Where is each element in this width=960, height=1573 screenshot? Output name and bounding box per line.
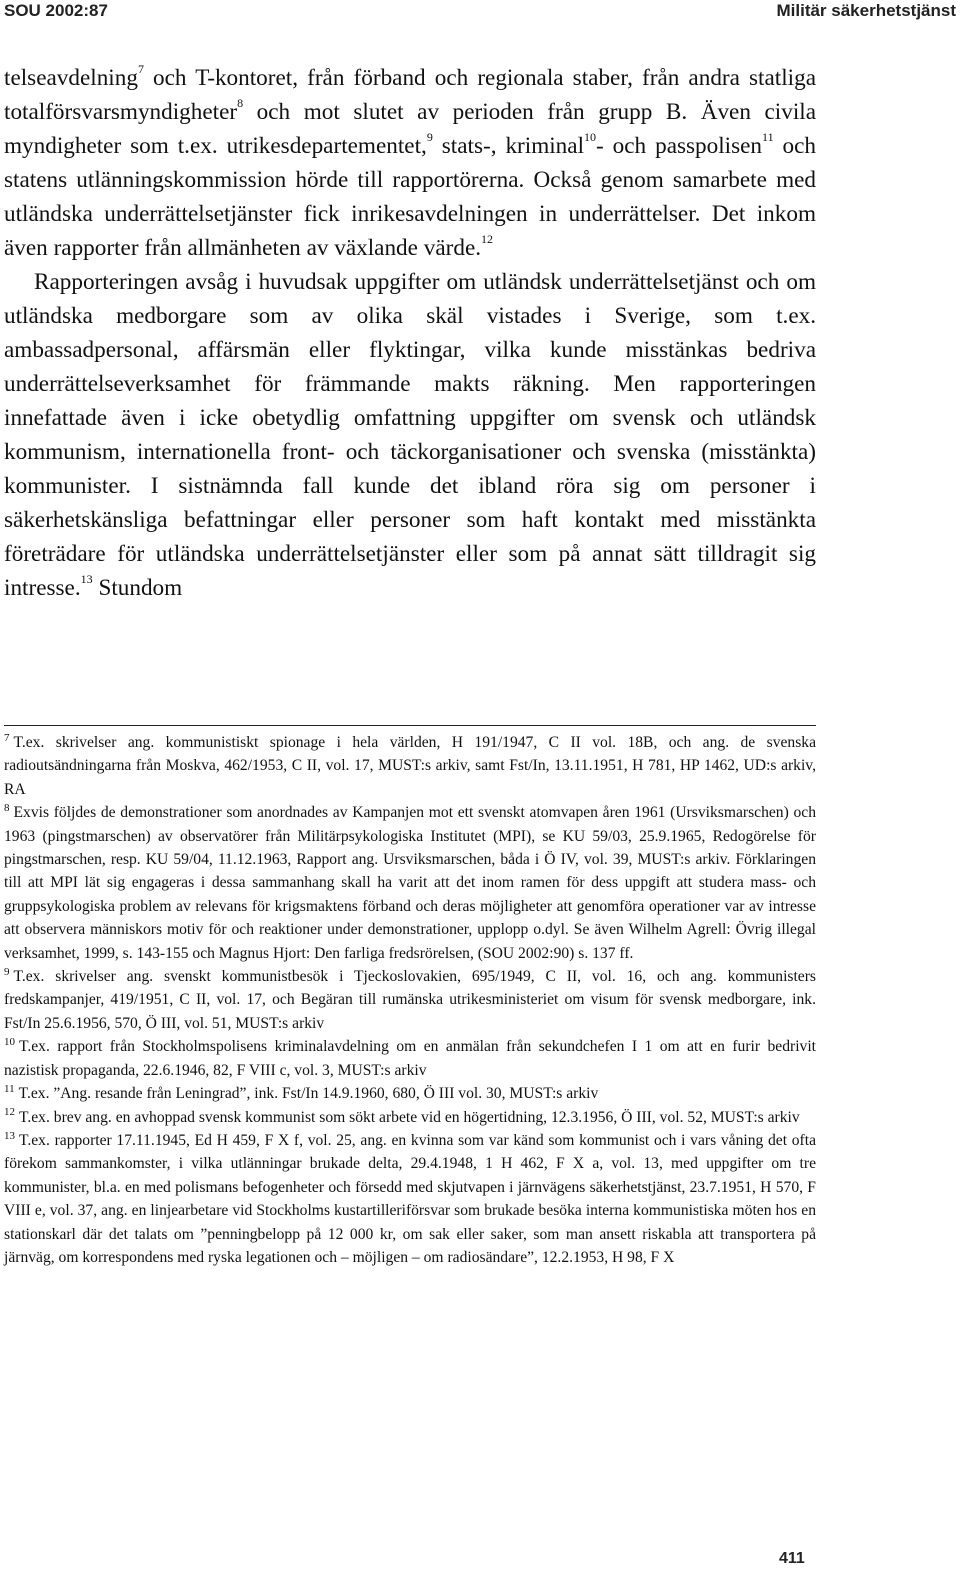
footnote-number: 7 <box>4 731 10 744</box>
footnote-text: T.ex. skrivelser ang. kommunistiskt spionage i hela världen, H 191/1947, C II vol. 18B, och ang. de svenska radioutsändningarna från Moskva, 462/1953, C II, vol. 17, MUST:s arkiv, samt Fst/In, 13.11.1951, H 781, HP 1462, UD:s arkiv, RA <box>4 734 816 798</box>
footnote-ref-12: 12 <box>481 232 494 247</box>
footnote-12 <box>4 1106 816 1129</box>
footnote-11 <box>4 1082 816 1105</box>
footnote-ref-10: 10 <box>584 130 597 145</box>
footnote-divider <box>4 725 816 726</box>
text-run: stats-, kriminal <box>432 133 585 159</box>
paragraph-2 <box>4 265 816 605</box>
footnote-ref-8: 8 <box>237 96 244 111</box>
footnote-text: T.ex. rapporter 17.11.1945, Ed H 459, F X f, vol. 25, ang. en kvinna som var känd som kommunist och i vars våning det ofta förekom sammankomster, i vilka utlänningar brukade delta, 29.4.1948, 1 H 462, F X a, vol. 13, med uppgifter om tre kommunister, bl.a. en med polismans befogenheter och försedd med skjutvapen i järnvägens säkerhetstjänst, 23.7.1951, H 570, F VIII e, vol. 37, ang. en linjearbetare vid Stockholms kustartilleriförsvar som brukade besöka interna kommunistiska möten hos en stationskarl där det talats om ”penningbelopp på 12 000 kr, om sak eller saker, som man ansett riskabla att transportera på järnväg, om korrespondens med ryska legationen och – möjligen – om radiosändare”, 12.2.1953, H 98, F X <box>4 1131 816 1266</box>
footnote-text: T.ex. skrivelser ang. svenskt kommunistbesök i Tjeckoslovakien, 695/1949, C II, vol. 16, och ang. kommunisters fredskampanjer, 419/1951, C II, vol. 17, och Begäran till rumänska utrikesministeriet om visum för svensk medborgare, ink. Fst/In 25.6.1956, 570, Ö III, vol. 51, MUST:s arkiv <box>4 968 816 1032</box>
footnote-ref-11: 11 <box>762 130 774 145</box>
text-run: och T-kontoret, från förband och regionala staber, från andra statliga totalförsvarsmyndigheter <box>4 65 816 125</box>
footnote-ref-9: 9 <box>426 130 433 145</box>
footnotes <box>4 731 816 1269</box>
text-run: Stundom <box>92 575 183 601</box>
footnote-text: T.ex. brev ang. en avhoppad svensk kommunist som sökt arbete vid en högertidning, 12.3.1956, Ö III, vol. 52, MUST:s arkiv <box>19 1108 800 1126</box>
text-run: och statens utlänningskommission hörde till rapportörerna. Också genom samarbete med utländska underrättelsetjänster fick inrikesavdelningen in underrättelser. Det inkom även rapporter från allmänheten av växlande värde. <box>4 133 816 261</box>
page-header <box>0 0 960 24</box>
footnote-text: Exvis följdes de demonstrationer som anordnades av Kampanjen mot ett svenskt atomvapen åren 1961 (Ursviksmarschen) och 1963 (pingstmarschen) av observatörer från Militärpsykologiska Institutet (MPI), se KU 59/03, 25.9.1965, Redogörelse för pingstmarschen, resp. KU 59/04, 11.12.1963, Rapport ang. Ursviksmarschen, båda i Ö IV, vol. 39, MUST:s arkiv. Förklaringen till att MPI lät sig engageras i dessa sammanhang skall ha varit att det inom ramen för dess uppgift att studera mass- och gruppsykologiska problem av relevans för krigsmaktens förband och deras möjligheter att genomföra operationer var av intresse att observera människors motiv för och reaktioner under demonstrationer, upplopp o.dyl. Se även Wilhelm Agrell: Övrig illegal verksamhet, 1999, s. 143-155 och Magnus Hjort: Den farliga fredsrörelsen, (SOU 2002:90) s. 137 ff. <box>4 804 816 962</box>
footnote-7 <box>4 731 816 801</box>
text-run: - och passpolisen <box>596 133 763 159</box>
header-document-id: SOU 2002:87 <box>4 1 108 20</box>
footnote-number: 11 <box>4 1082 15 1095</box>
text-run: Rapporteringen avsåg i huvudsak uppgifter om utländsk underrättelsetjänst och om utländska medborgare som av olika skäl vistades i Sverige, som t.ex. ambassadpersonal, affärsmän eller flyktingar, vilka kunde misstänkas bedriva underrättelseverksamhet för främmande makts räkning. Men rapporteringen innefattade även i icke obetydlig omfattning uppgifter om svensk och utländsk kommunism, internationella front- och täckorganisationer och svenska (misstänkta) kommunister. I sistnämnda fall kunde det ibland röra sig om personer i säkerhetskänsliga befattningar eller personer som haft kontakt med misstänkta företrädare för utländska underrättelsetjänster eller som på annat sätt tilldragit sig intresse. <box>4 269 816 601</box>
footnote-ref-7: 7 <box>137 62 144 77</box>
footnote-text: T.ex. rapport från Stockholmspolisens kriminalavdelning om en anmälan från sekundchefen I 1 om att en furir bedrivit nazistisk propaganda, 22.6.1946, 82, F VIII c, vol. 3, MUST:s arkiv <box>4 1038 816 1079</box>
text-run: och mot slutet av perioden från grupp B. Även civila myndigheter som t.ex. utrikesdepartementet, <box>4 99 816 159</box>
paragraph-1 <box>4 61 816 265</box>
footnote-9 <box>4 965 816 1035</box>
footnote-8 <box>4 801 816 965</box>
footnote-ref-13: 13 <box>80 572 93 587</box>
main-text <box>4 61 816 605</box>
page-number: 411 <box>779 1550 805 1567</box>
header-chapter-title: Militär säkerhetstjänst <box>776 1 956 20</box>
text-run: telseavdelning <box>4 65 138 91</box>
footnote-number: 13 <box>4 1129 15 1142</box>
footnote-13 <box>4 1129 816 1269</box>
footnote-10 <box>4 1035 816 1082</box>
footnote-number: 9 <box>4 965 10 978</box>
footnote-number: 12 <box>4 1106 15 1119</box>
footnote-number: 10 <box>4 1036 15 1049</box>
footnote-text: T.ex. ”Ang. resande från Leningrad”, ink. Fst/In 14.9.1960, 680, Ö III vol. 30, MUST:s arkiv <box>18 1085 599 1103</box>
footnote-number: 8 <box>4 802 10 815</box>
